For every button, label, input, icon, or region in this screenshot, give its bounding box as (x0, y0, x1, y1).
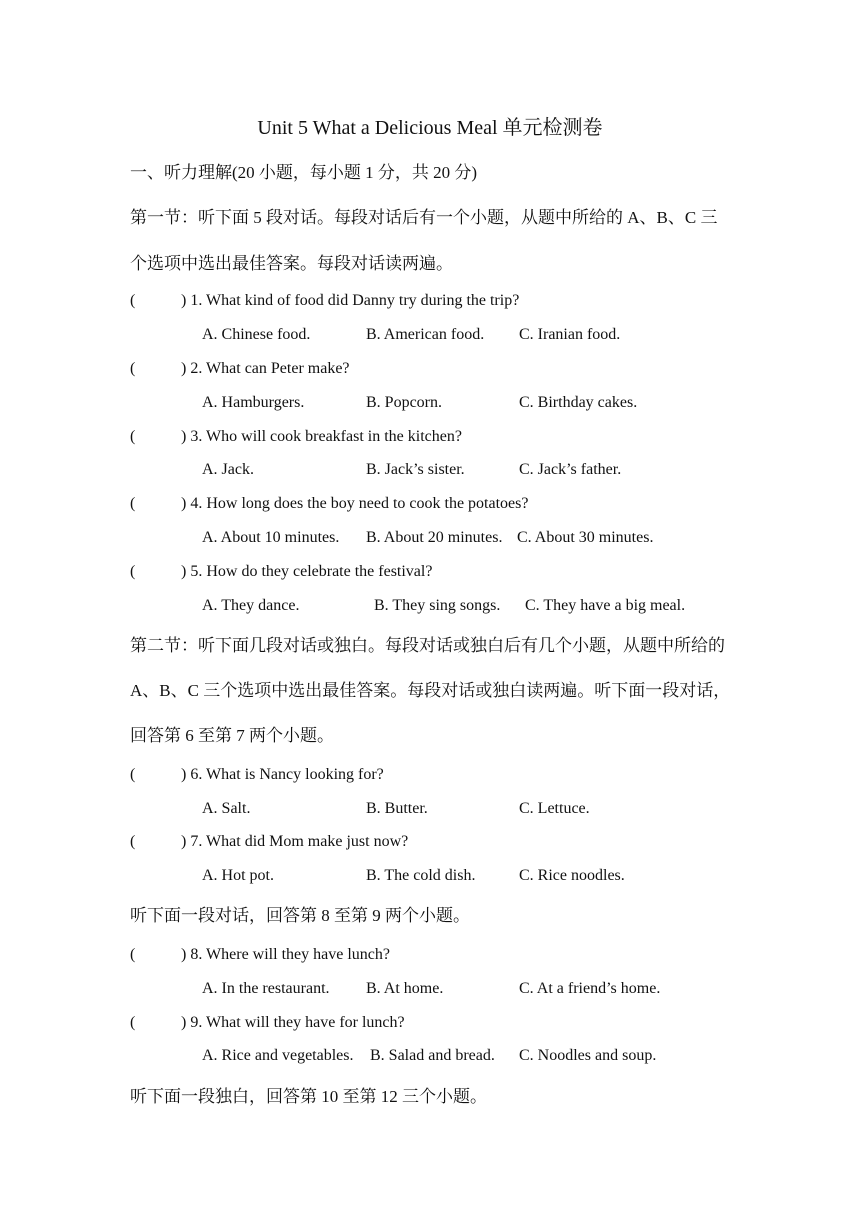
question-text: ) 2. What can Peter make? (181, 360, 350, 377)
question-9-option-c: C. Noodles and soup. (519, 1047, 657, 1064)
question-2-option-c: C. Birthday cakes. (519, 394, 638, 411)
question-7-option-a: A. Hot pot. (202, 867, 274, 884)
answer-blank[interactable]: ( (130, 495, 136, 512)
question-1-option-a: A. Chinese food. (202, 326, 311, 343)
question-4-option-c: C. About 30 minutes. (517, 529, 654, 546)
sub-instruction-q10-q12: 听下面一段独白，回答第 10 至第 12 三个小题。 (130, 1087, 487, 1106)
answer-blank[interactable]: ( (130, 766, 136, 783)
question-text: ) 9. What will they have for lunch? (181, 1014, 405, 1031)
answer-blank[interactable]: ( (130, 1014, 136, 1031)
question-8-option-c: C. At a friend’s home. (519, 980, 661, 997)
question-9-option-a: A. Rice and vegetables. (202, 1047, 354, 1064)
answer-blank[interactable]: ( (130, 946, 136, 963)
question-text: ) 4. How long does the boy need to cook the potatoes? (181, 495, 529, 512)
section-heading-listening: 一、听力理解(20 小题，每小题 1 分，共 20 分) (130, 163, 478, 182)
question-5-option-c: C. They have a big meal. (525, 597, 686, 614)
question-text: ) 6. What is Nancy looking for? (181, 766, 384, 783)
question-1 (130, 290, 519, 312)
question-5 (130, 561, 432, 583)
question-5-option-a: A. They dance. (202, 597, 300, 614)
question-9 (130, 1012, 405, 1034)
question-text: ) 1. What kind of food did Danny try during the trip? (181, 292, 520, 309)
question-3 (130, 426, 462, 448)
question-6-option-c: C. Lettuce. (519, 800, 590, 817)
question-2-option-b: B. Popcorn. (366, 394, 442, 411)
question-text: ) 5. How do they celebrate the festival? (181, 563, 433, 580)
question-text: ) 3. Who will cook breakfast in the kitchen? (181, 428, 462, 445)
question-2-option-a: A. Hamburgers. (202, 394, 305, 411)
answer-blank[interactable]: ( (130, 833, 136, 850)
question-4-option-b: B. About 20 minutes. (366, 529, 503, 546)
question-text: ) 7. What did Mom make just now? (181, 833, 409, 850)
question-3-option-a: A. Jack. (202, 461, 254, 478)
question-6-option-a: A. Salt. (202, 800, 251, 817)
answer-blank[interactable]: ( (130, 428, 136, 445)
question-4 (130, 493, 528, 515)
question-8-option-a: A. In the restaurant. (202, 980, 330, 997)
answer-blank[interactable]: ( (130, 360, 136, 377)
question-7-option-b: B. The cold dish. (366, 867, 476, 884)
question-3-option-b: B. Jack’s sister. (366, 461, 465, 478)
sub-instruction-q8-q9: 听下面一段对话，回答第 8 至第 9 两个小题。 (130, 906, 470, 925)
question-1-option-b: B. American food. (366, 326, 485, 343)
question-8 (130, 944, 390, 966)
question-4-option-a: A. About 10 minutes. (202, 529, 340, 546)
question-6 (130, 764, 384, 786)
part2-instruction-line-2: A、B、C 三个选项中选出最佳答案。每段对话或独白读两遍。听下面一段对话， (130, 681, 731, 700)
question-7 (130, 831, 408, 853)
question-6-option-b: B. Butter. (366, 800, 428, 817)
question-text: ) 8. Where will they have lunch? (181, 946, 390, 963)
question-8-option-b: B. At home. (366, 980, 444, 997)
part1-instruction-line-1: 第一节：听下面 5 段对话。每段对话后有一个小题，从题中所给的 A、B、C 三 (130, 208, 718, 227)
question-3-option-c: C. Jack’s father. (519, 461, 622, 478)
part2-instruction-line-1: 第二节：听下面几段对话或独白。每段对话或独白后有几个小题，从题中所给的 (130, 636, 725, 655)
question-9-option-b: B. Salad and bread. (370, 1047, 495, 1064)
question-2 (130, 358, 350, 380)
question-1-option-c: C. Iranian food. (519, 326, 621, 343)
part1-instruction-line-2: 个选项中选出最佳答案。每段对话读两遍。 (130, 254, 453, 273)
part2-instruction-line-3: 回答第 6 至第 7 两个小题。 (130, 726, 334, 745)
page-title: Unit 5 What a Delicious Meal 单元检测卷 (257, 117, 603, 139)
question-7-option-c: C. Rice noodles. (519, 867, 625, 884)
question-5-option-b: B. They sing songs. (374, 597, 501, 614)
answer-blank[interactable]: ( (130, 563, 136, 580)
answer-blank[interactable]: ( (130, 292, 136, 309)
